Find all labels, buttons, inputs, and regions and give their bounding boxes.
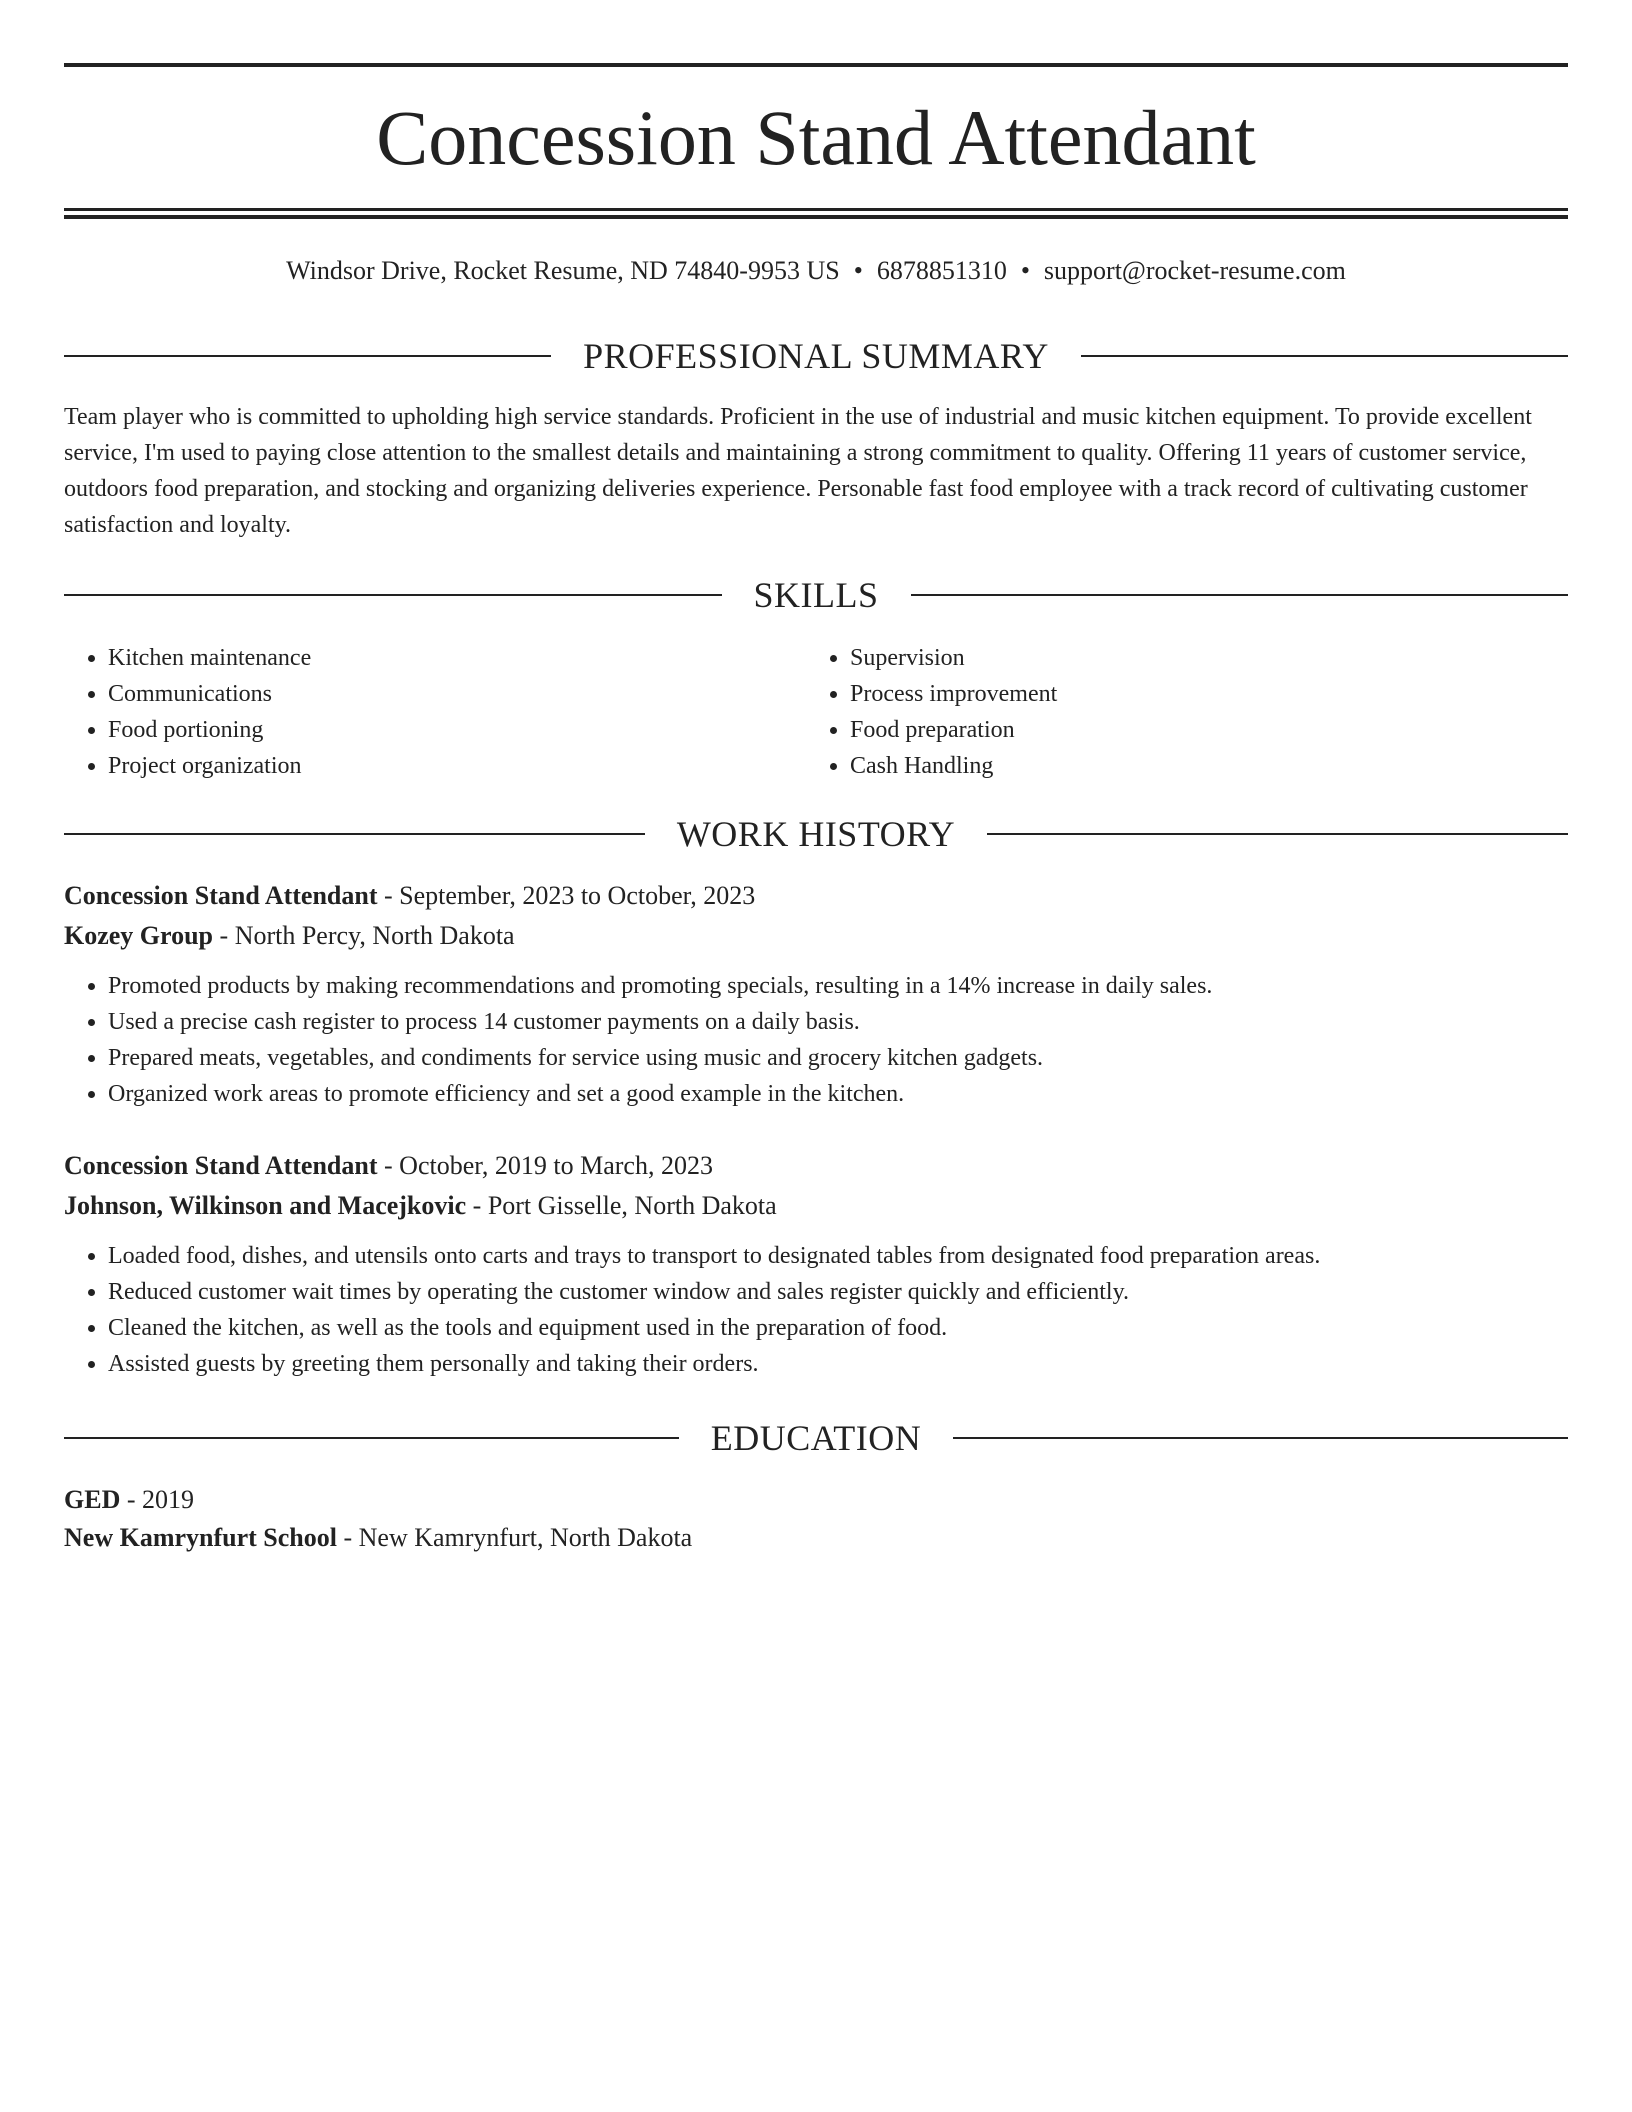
section-heading-skills xyxy=(64,573,1568,617)
heading-label: SKILLS xyxy=(753,575,879,615)
job-bullets xyxy=(64,1238,1568,1382)
contact-separator: • xyxy=(1020,256,1030,285)
skill-item: • Communications xyxy=(108,676,806,712)
skill-item: • Kitchen maintenance xyxy=(108,640,806,676)
job-company-line xyxy=(64,916,1568,956)
heading-rule-right xyxy=(1081,355,1568,357)
heading-rule-left xyxy=(64,833,645,835)
education-year: - 2019 xyxy=(120,1485,195,1514)
job-company-line xyxy=(64,1186,1568,1226)
heading-rule-right xyxy=(987,833,1568,835)
skill-item: • Process improvement xyxy=(850,676,1548,712)
job-title-line xyxy=(64,876,1568,916)
job-title-line xyxy=(64,1146,1568,1186)
education-school-line xyxy=(64,1519,1568,1557)
resume-title: Concession Stand Attendant xyxy=(376,94,1256,181)
job-dates: - October, 2019 to March, 2023 xyxy=(377,1151,713,1180)
job-title: Concession Stand Attendant xyxy=(64,881,378,910)
section-heading-education xyxy=(64,1416,1568,1460)
job-entry xyxy=(64,1146,1568,1382)
skill-item: • Food preparation xyxy=(850,712,1548,748)
education-degree-line xyxy=(64,1481,1568,1519)
section-heading-work-history xyxy=(64,812,1568,856)
contact-line xyxy=(64,254,1568,288)
contact-phone: 6878851310 xyxy=(876,256,1007,285)
job-location: - Port Gisselle, North Dakota xyxy=(466,1191,777,1220)
title-rule-lower xyxy=(64,215,1568,219)
job-dates: - September, 2023 to October, 2023 xyxy=(377,881,756,910)
top-rule xyxy=(64,63,1568,67)
job-bullet: • Reduced customer wait times by operating the customer window and sales register quickly and efficiently. xyxy=(108,1274,1568,1310)
skills-column-left xyxy=(64,640,806,784)
skill-item: • Food portioning xyxy=(108,712,806,748)
job-bullet: • Promoted products by making recommendations and promoting specials, resulting in a 14% increase in daily sales. xyxy=(108,968,1568,1004)
job-bullet: • Organized work areas to promote efficiency and set a good example in the kitchen. xyxy=(108,1076,1568,1112)
title-rule-upper xyxy=(64,208,1568,211)
heading-label: PROFESSIONAL SUMMARY xyxy=(583,336,1049,376)
skill-item: • Project organization xyxy=(108,748,806,784)
section-heading-summary xyxy=(64,334,1568,378)
heading-label: EDUCATION xyxy=(710,1418,922,1458)
education-school: New Kamrynfurt School xyxy=(64,1523,337,1552)
job-entry xyxy=(64,876,1568,1112)
skill-item: • Cash Handling xyxy=(850,748,1548,784)
job-bullet: • Cleaned the kitchen, as well as the tools and equipment used in the preparation of food. xyxy=(108,1310,1568,1346)
skill-item: • Supervision xyxy=(850,640,1548,676)
heading-rule-right xyxy=(953,1437,1568,1439)
job-title: Concession Stand Attendant xyxy=(64,1151,378,1180)
contact-email: support@rocket-resume.com xyxy=(1043,256,1346,285)
education-entry xyxy=(64,1481,1568,1557)
education-degree: GED xyxy=(64,1485,121,1514)
job-bullet: • Used a precise cash register to process 14 customer payments on a daily basis. xyxy=(108,1004,1568,1040)
summary-text: Team player who is committed to upholding high service standards. Proficient in the use of industrial and music kitchen equipment. To provide excellent service, I'm used to paying close attention to the smallest details and maintaining a strong commitment to quality. Offering 11 years of customer service, outdoors food preparation, and stocking and organizing deliveries experience. Personable fast food employee with a track record of cultivating customer satisfaction and loyalty. xyxy=(64,404,1532,538)
contact-separator: • xyxy=(853,256,863,285)
heading-rule-left xyxy=(64,1437,679,1439)
skills-list xyxy=(64,640,1568,784)
skills-column-right xyxy=(806,640,1548,784)
heading-rule-right xyxy=(911,594,1569,596)
heading-label: WORK HISTORY xyxy=(676,814,956,854)
job-bullet: • Loaded food, dishes, and utensils onto carts and trays to transport to designated tables from designated food preparation areas. xyxy=(108,1238,1568,1274)
job-bullets xyxy=(64,968,1568,1112)
job-company: Kozey Group xyxy=(64,921,214,950)
heading-rule-left xyxy=(64,594,722,596)
education-location: - New Kamrynfurt, North Dakota xyxy=(336,1523,693,1552)
heading-rule-left xyxy=(64,355,551,357)
contact-address: Windsor Drive, Rocket Resume, ND 74840-9953 US xyxy=(286,256,840,285)
job-company: Johnson, Wilkinson and Macejkovic xyxy=(64,1191,467,1220)
job-location: - North Percy, North Dakota xyxy=(213,921,515,950)
job-bullet: • Assisted guests by greeting them personally and taking their orders. xyxy=(108,1346,1568,1382)
job-bullet: • Prepared meats, vegetables, and condiments for service using music and grocery kitchen gadgets. xyxy=(108,1040,1568,1076)
